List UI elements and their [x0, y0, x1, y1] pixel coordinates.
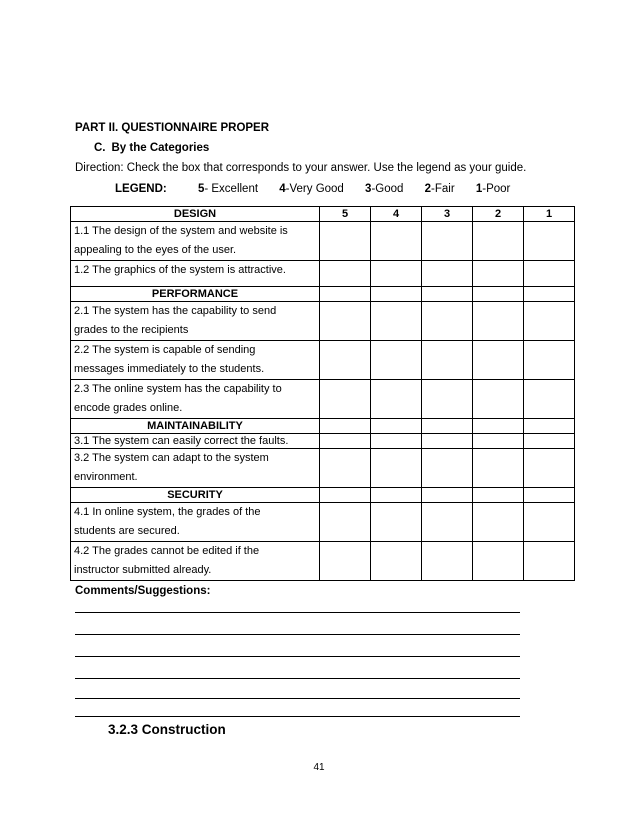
question-2-3: 2.3 The online system has the capability to encode grades online.: [71, 380, 320, 419]
legend-item-3: 3-Good: [365, 183, 404, 195]
scale-header-3: 3: [422, 207, 473, 222]
checkbox-cell[interactable]: [371, 503, 422, 542]
checkbox-cell[interactable]: [371, 261, 422, 287]
checkbox-cell[interactable]: [320, 488, 371, 503]
direction-text: Direction: Check the box that corresponds to your answer. Use the legend as your guide.: [75, 162, 527, 174]
checkbox-cell[interactable]: [473, 434, 524, 449]
legend-item-1: 1-Poor: [475, 183, 511, 195]
checkbox-cell[interactable]: [422, 261, 473, 287]
legend: [115, 183, 528, 195]
question-3-2: 3.2 The system can adapt to the system environment.: [71, 449, 320, 488]
checkbox-cell[interactable]: [524, 380, 575, 419]
rating-table: [70, 206, 575, 581]
checkbox-cell[interactable]: [524, 503, 575, 542]
checkbox-cell[interactable]: [524, 488, 575, 503]
checkbox-cell[interactable]: [320, 449, 371, 488]
checkbox-cell[interactable]: [524, 302, 575, 341]
question-4-2: 4.2 The grades cannot be edited if the instructor submitted already.: [71, 542, 320, 581]
scale-header-4: 4: [371, 207, 422, 222]
construction-heading: 3.2.3 Construction: [108, 722, 226, 737]
checkbox-cell[interactable]: [473, 287, 524, 302]
checkbox-cell[interactable]: [473, 302, 524, 341]
security-header: SECURITY: [71, 488, 320, 503]
checkbox-cell[interactable]: [524, 287, 575, 302]
checkbox-cell[interactable]: [422, 287, 473, 302]
question-1-2: 1.2 The graphics of the system is attractive.: [71, 261, 320, 287]
checkbox-cell[interactable]: [371, 419, 422, 434]
checkbox-cell[interactable]: [524, 542, 575, 581]
checkbox-cell[interactable]: [371, 341, 422, 380]
checkbox-cell[interactable]: [524, 222, 575, 261]
checkbox-cell[interactable]: [473, 380, 524, 419]
legend-item-2: 2-Fair: [424, 183, 455, 195]
checkbox-cell[interactable]: [320, 261, 371, 287]
scale-header-1: 1: [524, 207, 575, 222]
checkbox-cell[interactable]: [422, 419, 473, 434]
table-row: [71, 222, 575, 261]
part-title: PART II. QUESTIONNAIRE PROPER: [75, 122, 270, 134]
maintainability-header: MAINTAINABILITY: [71, 419, 320, 434]
checkbox-cell[interactable]: [320, 341, 371, 380]
checkbox-cell[interactable]: [320, 542, 371, 581]
performance-header: PERFORMANCE: [71, 287, 320, 302]
table-row: [71, 503, 575, 542]
legend-item-5: 5- Excellent: [197, 183, 259, 195]
comment-line[interactable]: [75, 656, 520, 657]
checkbox-cell[interactable]: [422, 380, 473, 419]
checkbox-cell[interactable]: [473, 449, 524, 488]
checkbox-cell[interactable]: [473, 341, 524, 380]
table-row: [71, 449, 575, 488]
comment-line[interactable]: [75, 634, 520, 635]
checkbox-cell[interactable]: [371, 287, 422, 302]
checkbox-cell[interactable]: [371, 222, 422, 261]
comment-line[interactable]: [75, 698, 520, 699]
comments-label: Comments/Suggestions:: [75, 585, 211, 597]
checkbox-cell[interactable]: [524, 434, 575, 449]
checkbox-cell[interactable]: [320, 287, 371, 302]
checkbox-cell[interactable]: [524, 341, 575, 380]
checkbox-cell[interactable]: [422, 222, 473, 261]
checkbox-cell[interactable]: [371, 302, 422, 341]
checkbox-cell[interactable]: [320, 434, 371, 449]
checkbox-cell[interactable]: [473, 542, 524, 581]
comment-line[interactable]: [75, 612, 520, 613]
checkbox-cell[interactable]: [473, 488, 524, 503]
question-2-1: 2.1 The system has the capability to send grades to the recipients: [71, 302, 320, 341]
checkbox-cell[interactable]: [422, 302, 473, 341]
checkbox-cell[interactable]: [473, 419, 524, 434]
checkbox-cell[interactable]: [473, 261, 524, 287]
checkbox-cell[interactable]: [320, 302, 371, 341]
table-row: [71, 287, 575, 302]
table-row: [71, 419, 575, 434]
checkbox-cell[interactable]: [320, 380, 371, 419]
checkbox-cell[interactable]: [320, 503, 371, 542]
checkbox-cell[interactable]: [320, 419, 371, 434]
checkbox-cell[interactable]: [473, 503, 524, 542]
scale-header-2: 2: [473, 207, 524, 222]
table-header-row: [71, 207, 575, 222]
checkbox-cell[interactable]: [422, 341, 473, 380]
section-heading: [94, 142, 215, 154]
comment-line[interactable]: [75, 678, 520, 679]
checkbox-cell[interactable]: [422, 503, 473, 542]
scale-header-5: 5: [320, 207, 371, 222]
design-header: DESIGN: [71, 207, 320, 222]
question-1-1: 1.1 The design of the system and website is appealing to the eyes of the user.: [71, 222, 320, 261]
page-number: 41: [313, 762, 325, 773]
checkbox-cell[interactable]: [371, 380, 422, 419]
question-4-1: 4.1 In online system, the grades of the students are secured.: [71, 503, 320, 542]
table-row: [71, 542, 575, 581]
checkbox-cell[interactable]: [422, 542, 473, 581]
table-row: [71, 341, 575, 380]
checkbox-cell[interactable]: [473, 222, 524, 261]
question-2-2: 2.2 The system is capable of sending messages immediately to the students.: [71, 341, 320, 380]
question-3-1: 3.1 The system can easily correct the faults.: [71, 434, 320, 449]
table-row: [71, 380, 575, 419]
table-row: [71, 302, 575, 341]
checkbox-cell[interactable]: [371, 542, 422, 581]
checkbox-cell[interactable]: [422, 488, 473, 503]
table-row: [71, 488, 575, 503]
checkbox-cell[interactable]: [524, 419, 575, 434]
table-row: [71, 261, 575, 287]
checkbox-cell[interactable]: [320, 222, 371, 261]
checkbox-cell[interactable]: [422, 434, 473, 449]
comment-line[interactable]: [75, 716, 520, 717]
checkbox-cell[interactable]: [371, 449, 422, 488]
checkbox-cell[interactable]: [524, 449, 575, 488]
section-letter: C.: [94, 142, 106, 154]
legend-label: LEGEND:: [115, 183, 167, 195]
checkbox-cell[interactable]: [524, 261, 575, 287]
checkbox-cell[interactable]: [422, 449, 473, 488]
checkbox-cell[interactable]: [371, 488, 422, 503]
legend-item-4: 4-Very Good: [279, 183, 344, 195]
section-title: By the Categories: [111, 142, 210, 154]
table-row: [71, 434, 575, 449]
checkbox-cell[interactable]: [371, 434, 422, 449]
